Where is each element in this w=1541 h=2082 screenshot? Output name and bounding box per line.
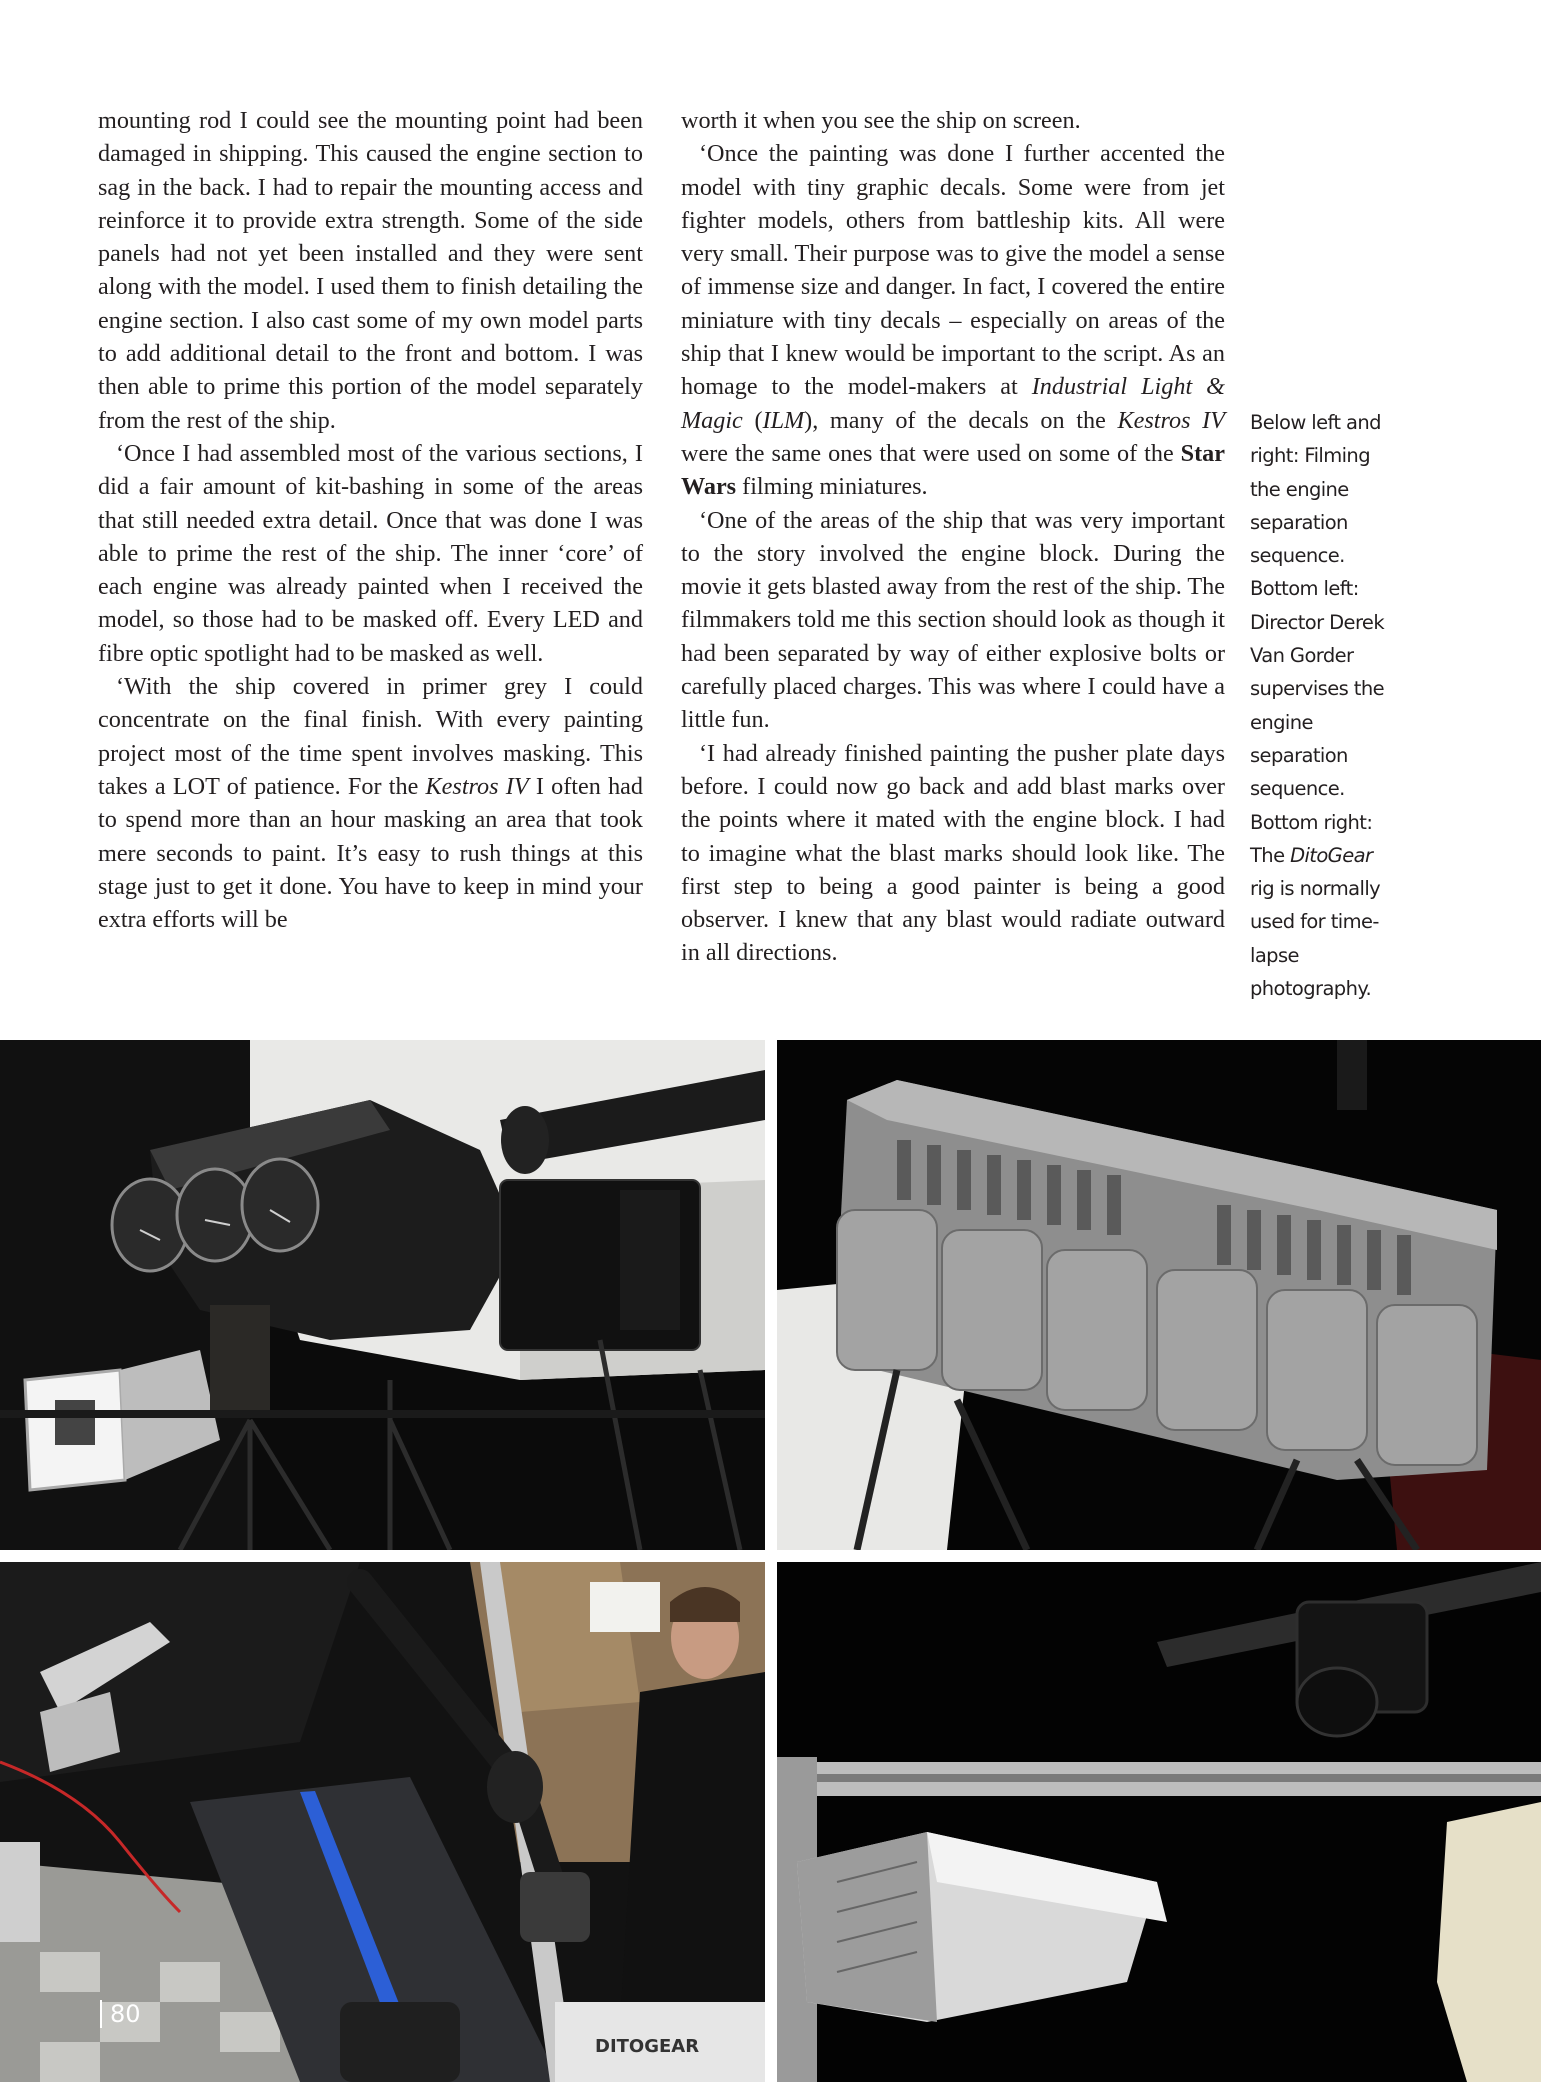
paragraph <box>98 670 643 936</box>
text-run: ‘With the ship covered in primer grey I could concentrate on the final finish. With every painting project most of the time spent involves masking. This takes a LOT of patience. For the <box>98 673 643 800</box>
text-run: ), many of the decals on the <box>804 406 1118 434</box>
text-run: were the same ones that were used on some of the <box>681 439 1181 467</box>
caption-text: Below left and right: Filming the engine separation sequence. Bottom left: Director Derek Van Gorder supervises the engine separation sequence. Bottom right: The <box>1250 411 1385 867</box>
text-run: ‘Once the painting was done I further accented the model with tiny graphic decals. Some were from jet fighter models, others from battleship kits. All were very small. Their purpose was to give the model a sense of immense size and danger. In fact, I covered the entire miniature with tiny decals – especially on areas of the ship that I knew would be important to the script. As an homage to the model-makers at <box>681 140 1225 401</box>
paragraph: ‘Once I had assembled most of the various sections, I did a fair amount of kit-bashing in some of the areas that still needed extra detail. Once that was done I was able to prime the rest of the ship. The inner ‘core’ of each engine was already painted when I received the model, so those had to be masked off. Every LED and fibre optic spotlight had to be masked as well. <box>98 439 643 667</box>
photo-engine-filming-left <box>0 1040 765 1550</box>
photo-caption <box>1250 406 1400 1005</box>
photo-engine-block-right <box>777 1040 1541 1550</box>
paragraph: worth it when you see the ship on screen. <box>681 107 1081 134</box>
paragraph: mounting rod I could see the mounting point had been damaged in shipping. This caused the engine section to sag in the back. I had to repair the mounting access and reinforce it to provide extra strength. Some of the side panels had not yet been installed and they were sent along with the model. I used them to finish detailing the engine section. I also cast some of my own model parts to add additional detail to the front and bottom. I was then able to prime this portion of the model separately from the rest of the ship. <box>98 107 643 434</box>
caption-text: rig is normally used for time-lapse photography. <box>1250 877 1381 1001</box>
ship-name-italic: Kestros IV <box>1117 406 1225 434</box>
photo-ditogear-rig <box>777 1562 1541 2082</box>
left-text-column <box>98 104 643 936</box>
caption-brand-italic: DitoGear <box>1290 843 1373 867</box>
studio-name-italic: Industrial Light & Magic <box>681 373 1225 434</box>
film-title-bold: Star Wars <box>681 439 1225 501</box>
text-run: I often had to spend more than an hour masking an area that took mere seconds to paint. It’s easy to rush things at this stage just to get it done. You have to keep in mind your extra efforts will be <box>98 772 643 934</box>
paragraph: ‘I had already finished painting the pusher plate days before. I could now go back and add blast marks over the points where it mated with the engine block. I had to imagine what the blast marks should look like. The first step to being a good painter is being a good observer. I knew that any blast would radiate outward in all directions. <box>681 739 1225 967</box>
text-run: ( <box>742 406 763 434</box>
studio-abbrev-italic: ILM <box>762 406 805 434</box>
page-number: 80 <box>100 2000 141 2028</box>
ship-name-italic: Kestros IV <box>425 772 529 800</box>
paragraph <box>681 137 1225 503</box>
rig-brand-label: DITOGEAR <box>595 2036 700 2057</box>
paragraph: ‘One of the areas of the ship that was very important to the story involved the engine block. During the movie it gets blasted away from the rest of the ship. The filmmakers told me this section should look as though it had been separated by way of either explosive bolts or carefully placed charges. This was where I could have a little fun. <box>681 506 1225 734</box>
right-text-column <box>681 104 1225 970</box>
text-run: filming miniatures. <box>736 473 928 501</box>
